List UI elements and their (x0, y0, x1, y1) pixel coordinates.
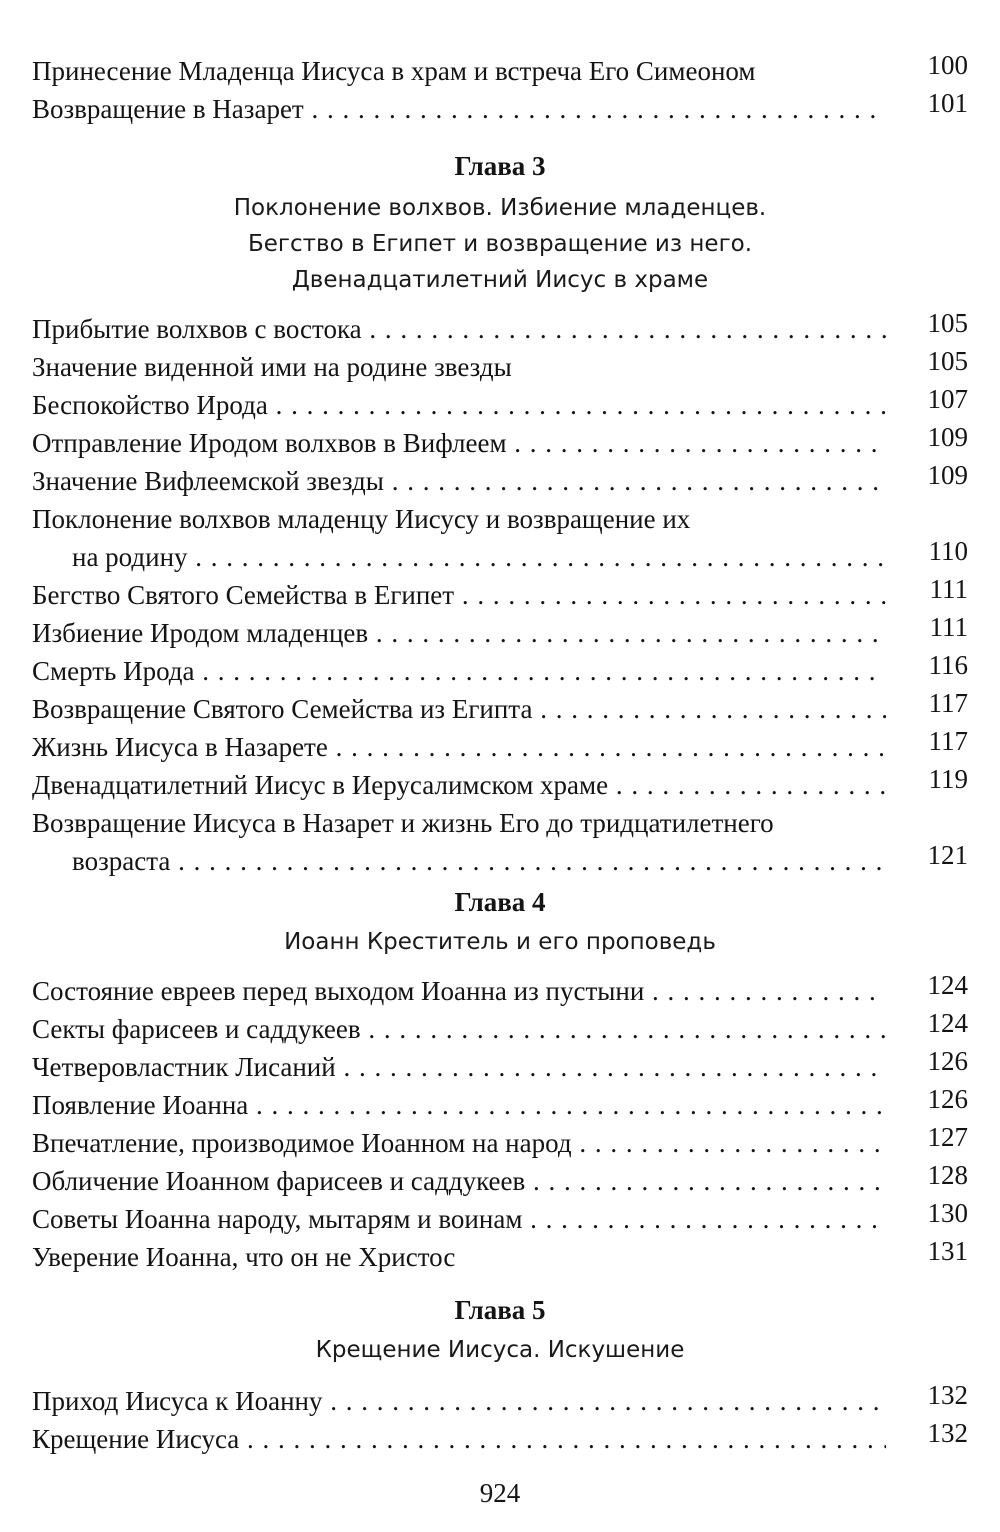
entry-title: на родину . . . (72, 538, 886, 576)
entry-page: 109 (927, 422, 968, 452)
chapter-heading: Глава 5 (454, 1295, 546, 1325)
entry-title: Уверение Иоанна, что он не Христос (32, 1242, 456, 1272)
entry-title: Жизнь Иисуса в Назарете . . . (32, 728, 886, 766)
entry-page: 100 (927, 50, 968, 80)
entry-title: Крещение Иисуса . . . (32, 1420, 886, 1458)
toc-entry (32, 972, 968, 1010)
toc-entry (32, 1238, 968, 1276)
toc-entry (32, 614, 968, 652)
toc-entry (32, 766, 968, 804)
chapter-subtitle-line: Поклонение волхвов. Избиение младенцев. (233, 195, 767, 221)
entry-page: 121 (927, 840, 968, 870)
toc-entry (32, 386, 968, 424)
toc-entry (32, 52, 968, 90)
entry-page: 124 (927, 970, 968, 1000)
toc-entry (32, 1048, 968, 1086)
entry-page: 117 (928, 726, 968, 756)
entry-title: Принесение Младенца Иисуса в храм и встреча Его Симеоном (32, 56, 756, 86)
toc-entry (32, 462, 968, 500)
toc-entry (32, 690, 968, 728)
entry-page: 124 (927, 1008, 968, 1038)
toc-entry (32, 652, 968, 690)
entry-title: Четверовластник Лисаний . . . (32, 1048, 886, 1086)
entry-page: 117 (928, 688, 968, 718)
chapter-heading: Глава 4 (454, 887, 546, 917)
chapter-subtitle-line: Бегство в Египет и возвращение из него. (247, 231, 753, 257)
entry-title: Беспокойство Ирода . . . (32, 386, 886, 424)
toc-entry (32, 424, 968, 462)
entry-page: 110 (928, 536, 968, 566)
toc-entry (32, 90, 968, 128)
entry-title: Обличение Иоанном фарисеев и саддукеев . . . (32, 1162, 886, 1200)
entry-page: 105 (927, 308, 968, 338)
toc-entry (32, 500, 968, 576)
toc-entry (32, 310, 968, 348)
entry-page: 132 (927, 1380, 968, 1410)
chapter-subtitle-line: Иоанн Креститель и его проповедь (284, 929, 716, 955)
entry-page: 126 (927, 1046, 968, 1076)
chapter-subtitle-line: Двенадцатилетний Иисус в храме (291, 267, 709, 293)
entry-title: Появление Иоанна . . . (32, 1086, 886, 1124)
entry-title: Смерть Ирода . . . (32, 652, 886, 690)
entry-title: Значение виденной ими на родине звезды (32, 352, 512, 382)
entry-page: 111 (929, 612, 968, 642)
entry-page: 107 (927, 384, 968, 414)
chapter-5-entries (0, 1382, 1000, 1458)
entry-title: Избиение Иродом младенцев . . . (32, 614, 886, 652)
chapter-3 (0, 148, 1000, 298)
toc-entry (32, 1162, 968, 1200)
entry-title: Возвращение Святого Семейства из Египта . . . (32, 690, 886, 728)
chapter-5 (0, 1292, 1000, 1368)
entry-title: Приход Иисуса к Иоанну . . . (32, 1382, 886, 1420)
entry-page: 131 (927, 1236, 968, 1266)
entry-page: 109 (927, 460, 968, 490)
toc-entry (32, 1200, 968, 1238)
toc-entry (32, 348, 968, 386)
chapter-4-entries (0, 972, 1000, 1276)
top-entries (0, 52, 1000, 128)
toc-entry (32, 1124, 968, 1162)
entry-page: 127 (927, 1122, 968, 1152)
entry-page: 105 (927, 346, 968, 376)
chapter-subtitle-line: Крещение Иисуса. Искушение (315, 1337, 685, 1363)
entry-title: возраста . . . (72, 842, 886, 880)
toc-entry (32, 728, 968, 766)
page-number: 924 (479, 1478, 521, 1508)
entry-page: 126 (927, 1084, 968, 1114)
entry-page: 111 (929, 574, 968, 604)
entry-page: 132 (927, 1418, 968, 1448)
entry-title: Бегство Святого Семейства в Египет . . . (32, 576, 886, 614)
entry-title-line1: Поклонение волхвов младенцу Иисусу и возвращение их (32, 504, 691, 534)
entry-title: Двенадцатилетний Иисус в Иерусалимском храме . . . (32, 766, 886, 804)
entry-title: Состояние евреев перед выходом Иоанна из пустыни . . . (32, 972, 886, 1010)
entry-title-line1: Возвращение Иисуса в Назарет и жизнь Его до тридцатилетнего (32, 808, 774, 838)
entry-title: Прибытие волхвов с востока . . . (32, 310, 886, 348)
entry-page: 116 (928, 650, 968, 680)
chapter-3-entries (0, 310, 1000, 880)
entry-title: Отправление Иродом волхвов в Вифлеем . . . (32, 424, 886, 462)
toc-entry (32, 1382, 968, 1420)
entry-page: 130 (927, 1198, 968, 1228)
toc-entry (32, 804, 968, 880)
entry-title: Значение Вифлеемской звезды . . . (32, 462, 886, 500)
entry-title: Впечатление, производимое Иоанном на народ . . . (32, 1124, 886, 1162)
entry-title: Возвращение в Назарет . . . (32, 90, 886, 128)
entry-title: Советы Иоанна народу, мытарям и воинам . . . (32, 1200, 886, 1238)
entry-page: 128 (927, 1160, 968, 1190)
chapter-4 (0, 884, 1000, 960)
chapter-heading: Глава 3 (454, 151, 546, 181)
toc-entry (32, 1086, 968, 1124)
entry-title: Секты фарисеев и саддукеев . . . (32, 1010, 886, 1048)
toc-entry (32, 1420, 968, 1458)
toc-entry (32, 1010, 968, 1048)
entry-page: 101 (927, 88, 968, 118)
entry-page: 119 (928, 764, 968, 794)
toc-entry (32, 576, 968, 614)
